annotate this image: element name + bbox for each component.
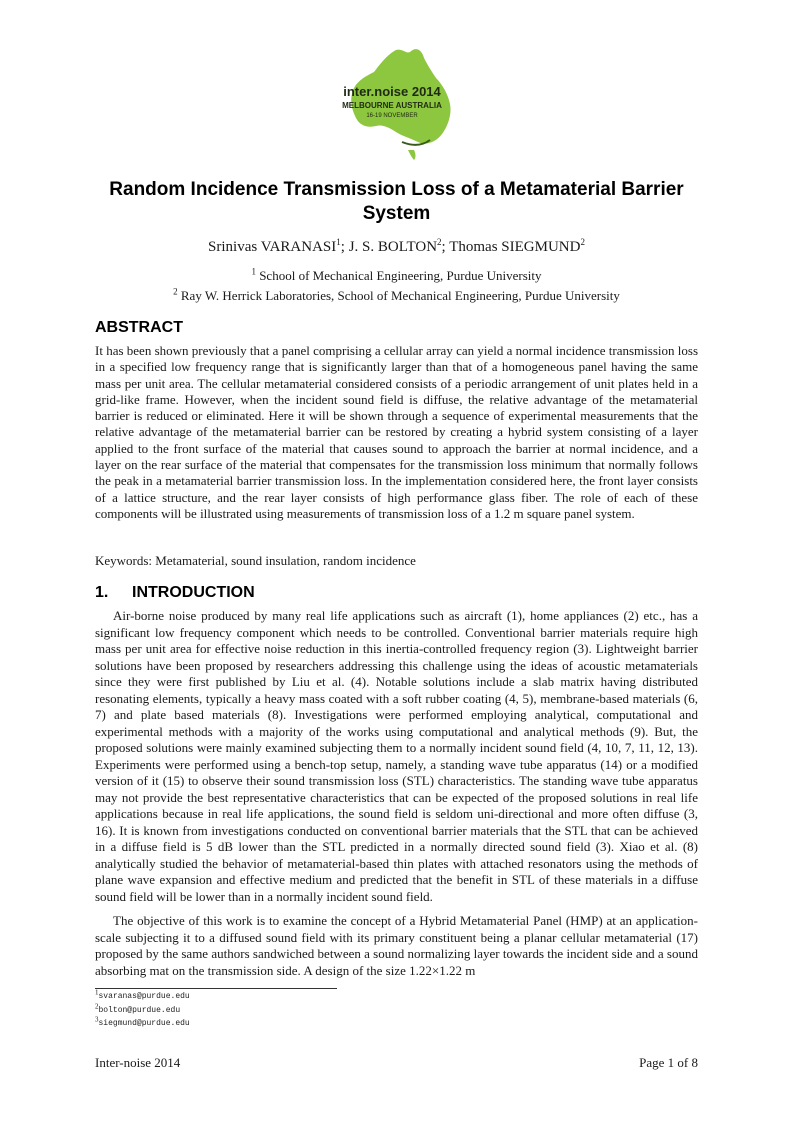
- conference-logo: [330, 42, 455, 170]
- logo-location: MELBOURNE AUSTRALIA: [342, 101, 442, 110]
- abstract-heading: ABSTRACT: [95, 319, 183, 336]
- footnote-email[interactable]: bolton@purdue.edu: [98, 1006, 181, 1015]
- footer-conference: Inter-noise 2014: [95, 1055, 181, 1070]
- keywords: Keywords: Metamaterial, sound insulation, random incidence: [95, 553, 416, 568]
- footnote-mark: 2: [95, 1002, 99, 1011]
- footnote-email[interactable]: svaranas@purdue.edu: [98, 992, 190, 1001]
- footnote-mark: 1: [95, 988, 99, 997]
- author-mark: 2: [437, 237, 442, 247]
- author-name: J. S. BOLTON: [348, 239, 438, 255]
- author-name: Srinivas VARANASI: [208, 239, 337, 255]
- affiliation: [90, 268, 703, 284]
- introduction-paragraph: The objective of this work is to examine the concept of a Hybrid Metamaterial Panel (HMP) at an application-scale subjecting it to a diffused sound field with its primary constituent being a planar cellular metamaterial (17) proposed by the same authors sandwiched between a sound normalizing layer towards the incident side and a sound absorbing mat on the transmission side. A design of the size 1.22×1.22 m: [95, 913, 698, 978]
- footnote: [95, 1015, 190, 1029]
- introduction-paragraph: Air-borne noise produced by many real life applications such as aircraft (1), home appliances (2) etc., has a significant low frequency component which needs to be controlled. Conventional barrier materials require high mass per unit area for effective noise reduction in this inertia-controlled frequency region (3). Lightweight barrier solutions have been proposed by researchers addressing this challenge using the ideas of acoustic metamaterials since they were first published by Liu et al. (4). Notable solutions include a slab matrix having distributed resonating elements, typically a heavy mass coated with a soft rubber coating (4, 5), membrane-based materials (6, 7) and plate based materials (8). Investigations were performed employing analytical, computational and experimental methods with a majority of the works using computational and analytical methods (9). But, the proposed solutions were mainly examined subjecting them to a normally incident sound field (4, 10, 7, 11, 12, 13). Experiments were performed using a bench-top setup, namely, a standing wave tube apparatus (14) or a modified version of it (15) to observe their sound transmission loss (STL) characteristics. The standing wave tube apparatus may not provide the best representative characteristics that can be expected of the proposed solutions in real life applications because in real life applications, the sound field is seldom uni-directional and more often diffuse (3, 16). It is known from investigations conducted on conventional barrier materials that the STL that can be achieved in a diffuse field is 5 dB lower than the STL predicted in a normally directed sound field (3). Xiao et al. (8) analytically studied the behavior of metamaterial-based thin plates with attached resonators using the methods of plane wave expansion and effective medium and predicted that the benefit in STL of these materials in a diffuse sound field will be lower than in a normally incident sound field.: [95, 608, 698, 904]
- author-mark: 1: [336, 237, 341, 247]
- affiliation-text: School of Mechanical Engineering, Purdue University: [259, 268, 542, 283]
- section-title: INTRODUCTION: [132, 584, 255, 601]
- logo-title: inter.noise 2014: [343, 84, 441, 99]
- footnote-email[interactable]: siegmund@purdue.edu: [98, 1019, 190, 1028]
- affiliation-text: Ray W. Herrick Laboratories, School of Mechanical Engineering, Purdue University: [180, 288, 620, 303]
- author-name: Thomas SIEGMUND: [449, 239, 581, 255]
- author-mark: 2: [580, 237, 585, 247]
- footnote: [95, 1002, 181, 1016]
- australia-map-logo-icon: [330, 42, 455, 170]
- footnote: [95, 988, 190, 1002]
- author-list: Srinivas VARANASI$^1$; J. S. BOLTON$^2$; Thomas SIEGMUND$^2$: [208, 237, 585, 255]
- section-number: 1.: [95, 584, 109, 601]
- footnote-divider: [95, 988, 337, 989]
- affiliation: [90, 288, 703, 304]
- footer-page-number: Page 1 of 8: [639, 1055, 698, 1070]
- introduction-heading: [95, 584, 255, 602]
- abstract-body: It has been shown previously that a panel comprising a cellular array can yield a normal incidence transmission loss in a specified low frequency range that is significantly larger than that of a homogeneous panel having the same mass per unit area. The cellular metamaterial considered consists of a periodic arrangement of unit plates held in a grid-like frame. However, when the incident sound field is diffuse, the relative advantage of the metamaterial barrier is reduced or eliminated. Here it will be shown through a sequence of experimental measurements that the relative advantage of the metamaterial barrier can be restored by creating a hybrid system consisting of a layer applied to the front surface of the material that causes sound to approach the barrier at normal incidence, and a layer on the rear surface of the material that compensates for the transmission loss minimum that normally follows the peak in a metamaterial barrier transmission loss. In the implementation considered here, the front layer consists of a lattice structure, and the rear layer consists of high performance glass fiber. The role of each of these components will be illustrated using measurements of transmission loss of a 1.2 m square panel system.: [95, 343, 698, 521]
- affiliation-mark: 2: [173, 286, 178, 297]
- affiliation-mark: 1: [251, 266, 256, 277]
- footnote-mark: 3: [95, 1015, 99, 1024]
- paper-title: Random Incidence Transmission Loss of a Metamaterial Barrier System: [109, 179, 684, 224]
- logo-dates: 16-19 NOVEMBER: [366, 113, 418, 119]
